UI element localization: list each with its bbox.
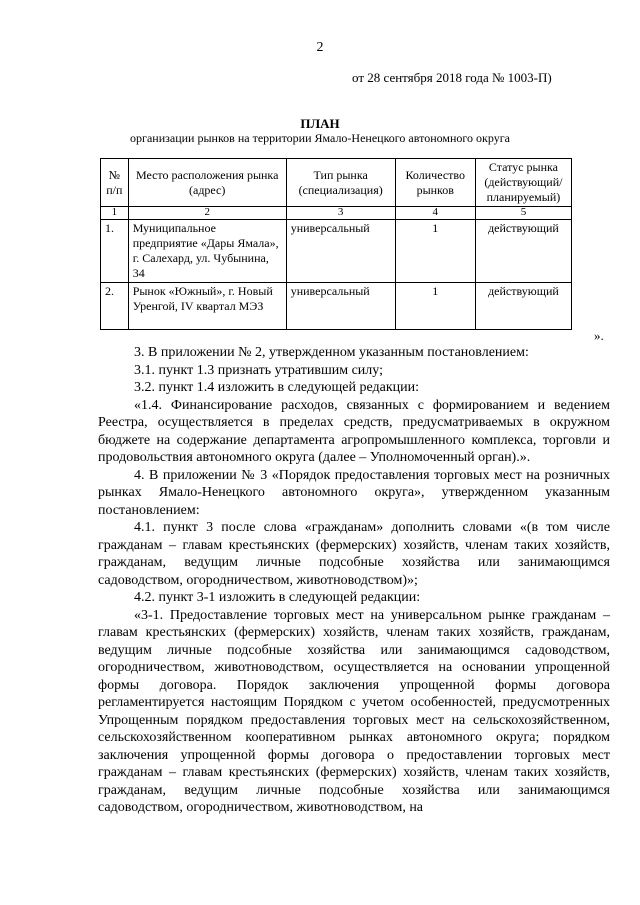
row-status: действующий	[475, 220, 571, 283]
row-status: действующий	[475, 283, 571, 330]
paragraph: 4. В приложении № 3 «Порядок предоставления торговых мест на розничных рынках Ямало-Ненецкого автономного округа», утвержденном указанным постановлением:	[98, 467, 610, 518]
paragraph: «3-1. Предоставление торговых мест на универсальном рынке гражданам – главам крестьянских (фермерских) хозяйств, членам таких хозяйств, гражданам, ведущим личные подсобные хозяйства или занимающимся садоводством, огородничеством, животноводством, осуществляется на основании упрощенной формы договора. Порядок заключения упрощенной формы договора регламентируется настоящим Порядком с учетом особенностей, предусмотренных Упрощенным порядком предоставления торговых мест на сельскохозяйственном, сельскохозяйственном кооперативном рынках автономного округа; порядком заключения упрощенной формы договора о предоставлении торговых мест гражданам – главам крестьянских (фермерских) хозяйств, членам таких хозяйств, гражданам, ведущим личные подсобные хозяйства или занимающимся садоводством, огородничеством, животноводством, на	[98, 607, 610, 815]
column-number: 2	[128, 207, 286, 220]
row-count: 1	[395, 283, 475, 330]
row-number: 1.	[101, 220, 129, 283]
table-row	[101, 220, 572, 283]
header-cell-status: Статус рынка (действующий/ планируемый)	[475, 159, 571, 207]
header-cell-type: Тип рынка (специализация)	[286, 159, 395, 207]
table-header-row	[101, 159, 572, 207]
header-cell-count: Количество рынков	[395, 159, 475, 207]
table-closing-quote: ».	[594, 328, 604, 343]
page-number: 2	[316, 40, 324, 55]
paragraph: 3.2. пункт 1.4 изложить в следующей редакции:	[134, 380, 419, 395]
column-number: 4	[395, 207, 475, 220]
row-type: универсальный	[286, 283, 395, 330]
decree-dateline: от 28 сентября 2018 года № 1003-П)	[352, 70, 552, 85]
header-cell-place: Место расположения рынка (адрес)	[128, 159, 286, 207]
row-number: 2.	[101, 283, 129, 330]
document-body	[98, 344, 610, 817]
row-place: Рынок «Южный», г. Новый Уренгой, IV квартал МЭЗ	[128, 283, 286, 330]
plan-title: ПЛАН	[300, 116, 340, 131]
header-cell-number: № п/п	[101, 159, 129, 207]
row-place: Муниципальное предприятие «Дары Ямала», г. Салехард, ул. Чубынина, 34	[128, 220, 286, 283]
plan-subtitle: организации рынков на территории Ямало-Ненецкого автономного округа	[130, 131, 510, 145]
column-number: 3	[286, 207, 395, 220]
column-number: 1	[101, 207, 129, 220]
plan-table	[100, 158, 572, 330]
paragraph: 3.1. пункт 1.3 признать утратившим силу;	[134, 362, 383, 378]
paragraph: 3. В приложении № 2, утвержденном указанным постановлением:	[134, 345, 529, 360]
row-count: 1	[395, 220, 475, 283]
row-type: универсальный	[286, 220, 395, 283]
table-row	[101, 283, 572, 330]
paragraph: 4.2. пункт 3-1 изложить в следующей редакции:	[134, 590, 421, 605]
column-number-row	[101, 207, 572, 220]
column-number: 5	[475, 207, 571, 220]
paragraph: «1.4. Финансирование расходов, связанных с формированием и ведением Реестра, осуществляется в пределах средств, предусматриваемых в окружном бюджете на содержание департамента агропромышленного комплекса, торговли и продовольствия автономного округа (далее – Уполномоченный орган).».	[98, 397, 610, 465]
paragraph: 4.1. пункт 3 после слова «гражданам» дополнить словами «(в том числе гражданам – главам крестьянских (фермерских) хозяйств, членам таких хозяйств, гражданам, ведущим личные подсобные хозяйства или занимающимся садоводством, огородничеством, животноводством)»;	[98, 520, 610, 588]
